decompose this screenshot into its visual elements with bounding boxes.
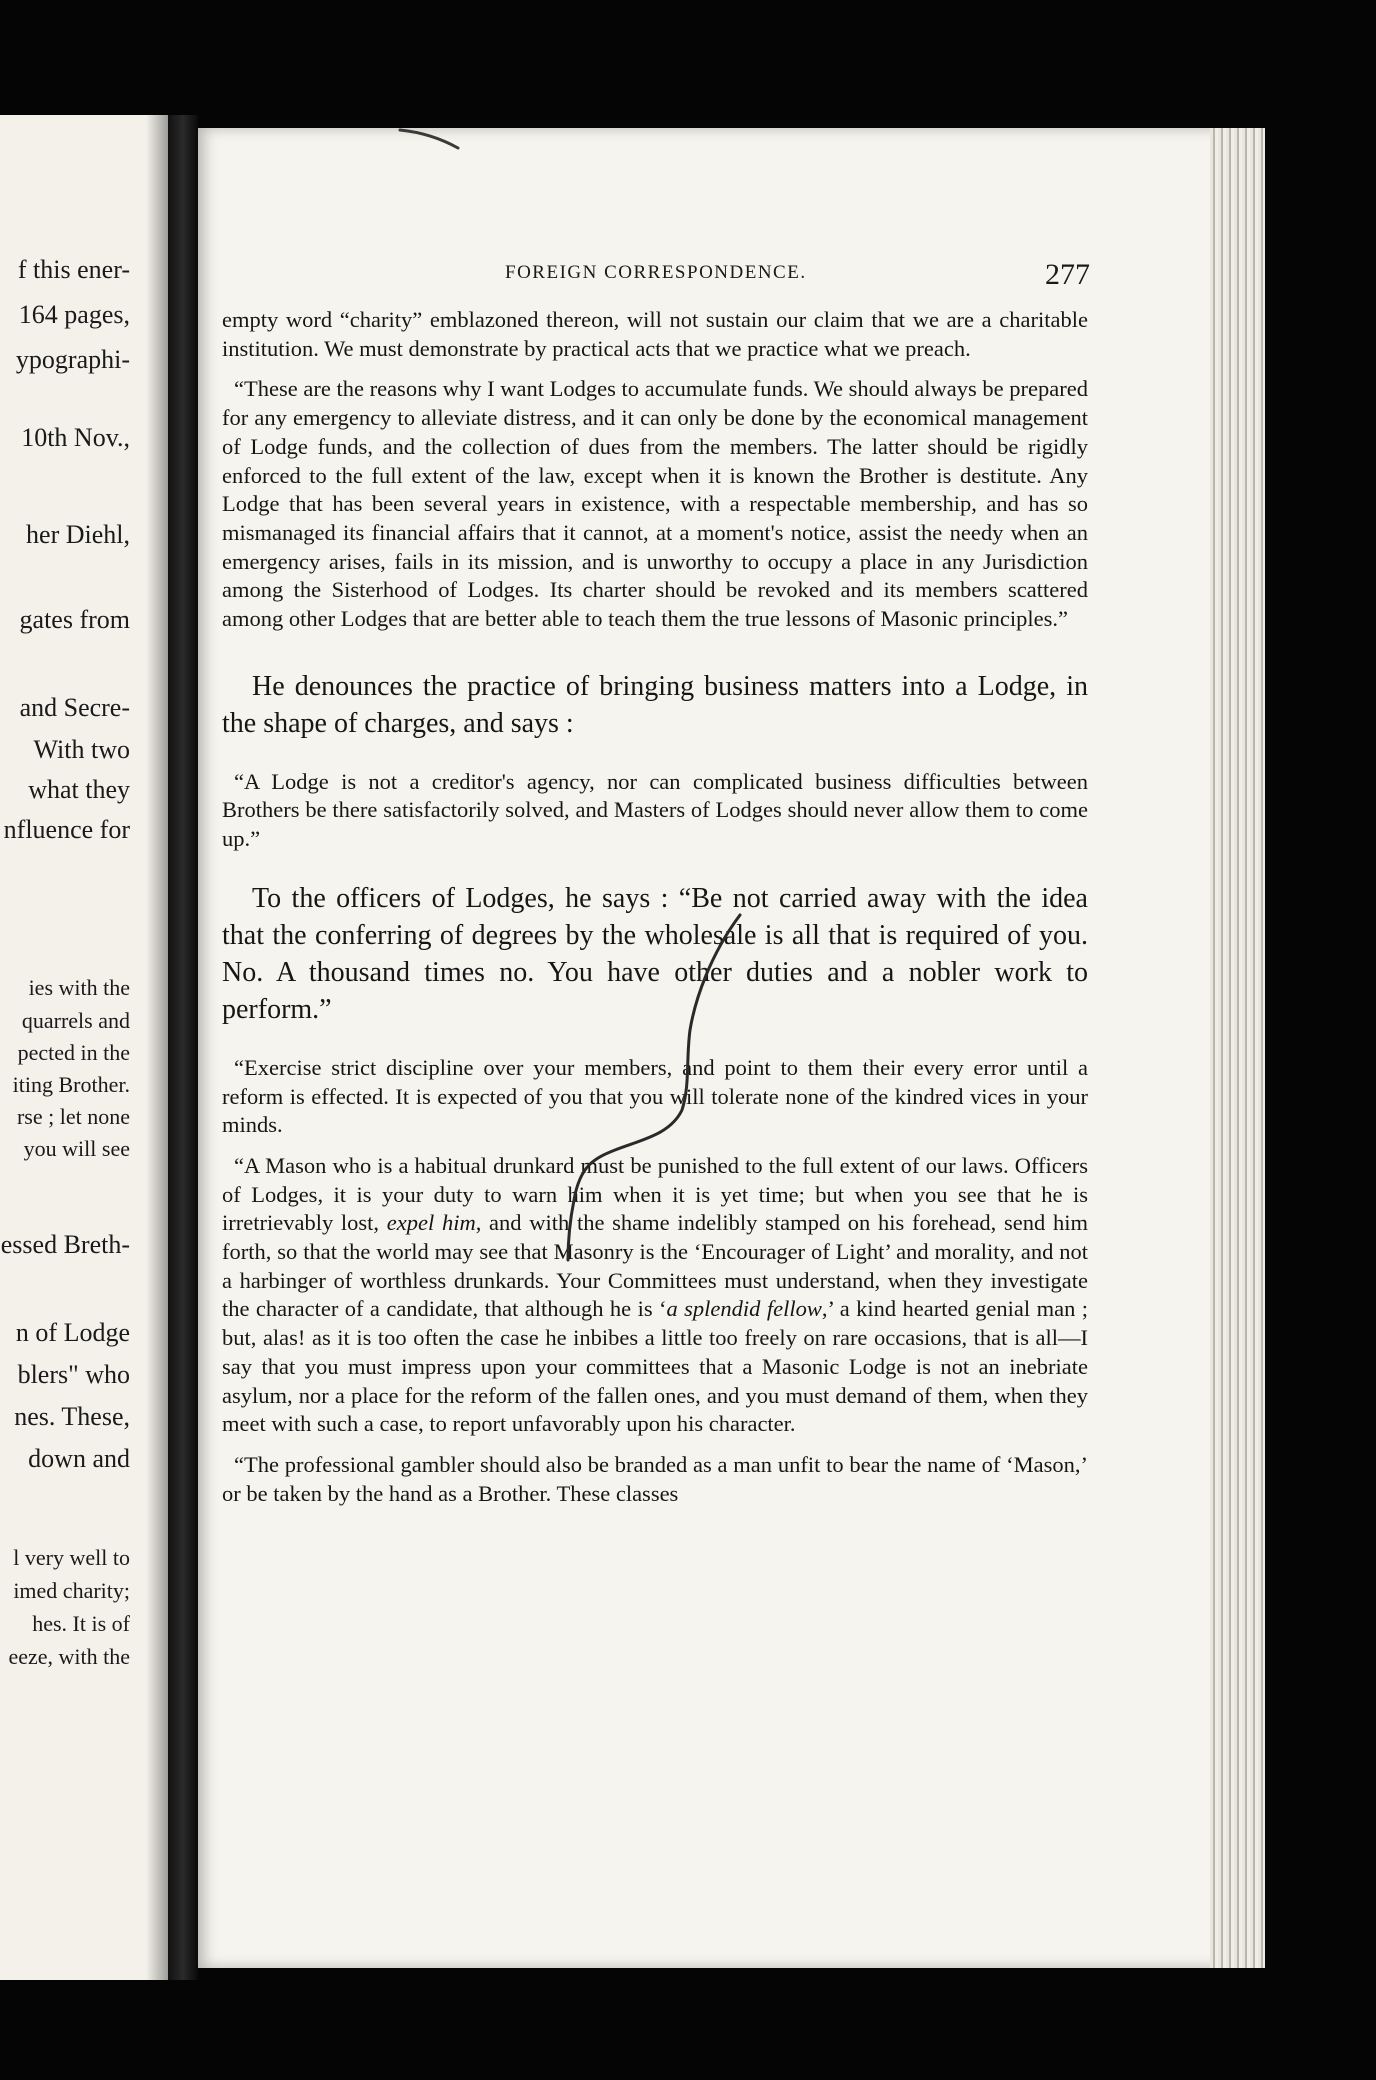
page-number: 277 (1045, 258, 1090, 291)
facing-page-fragment: imed charity; (13, 1578, 130, 1603)
facing-page-fragment: With two (33, 735, 130, 764)
paragraph-4: “A Lodge is not a creditor's agency, nor can complicated business difficulties between Brothers be there satisfactorily solved, and Masters of Lodges should never allow them to come up.” (222, 768, 1088, 852)
facing-page-fragment: f this ener- (17, 255, 130, 284)
facing-page-fragment: l very well to (13, 1545, 130, 1570)
facing-page-left (0, 115, 168, 1980)
facing-page-fragment: 10th Nov., (21, 423, 130, 452)
page-text (222, 306, 1088, 1508)
facing-page-fragment: gates from (19, 605, 130, 634)
facing-page-fragment: and Secre- (19, 693, 130, 722)
facing-page-fragment: quarrels and (21, 1008, 130, 1033)
facing-page-fragment: her Diehl, (26, 520, 130, 549)
facing-page-fragment: iting Brother. (12, 1072, 130, 1097)
facing-page-fragment: eeze, with the (8, 1644, 130, 1669)
facing-page-fragment: down and (28, 1444, 130, 1473)
gutter-shadow (146, 115, 168, 1980)
paragraph-1: empty word “charity” emblazoned thereon, will not sustain our claim that we are a charitable institution. We must demonstrate by practical acts that we practice what we preach. (222, 307, 1088, 361)
facing-page-fragment: 164 pages, (18, 300, 130, 329)
paragraph-6: “Exercise strict discipline over your members, and point to them their every error until a reform is effected. It is expected of you that you will tolerate none of the kindred vices in your minds. (222, 1054, 1088, 1138)
emphasis-expel-him: expel him (386, 1210, 476, 1236)
facing-page-fragment: you will see (23, 1136, 130, 1161)
facing-page-fragment: pected in the (17, 1040, 130, 1065)
facing-page-fragment: what they (28, 775, 130, 804)
paragraph-7-part-1: “A Mason who is a habitual drunkard must be punished to the full extent of our laws. Officers of Lodges, it is your duty to warn him when it is yet time; but when you see that he is irretrievably lost, (222, 1152, 1088, 1236)
book-spine (168, 115, 198, 1980)
facing-page-fragment: hes. It is of (32, 1611, 130, 1636)
facing-page-fragment: nfluence for (3, 815, 130, 844)
running-head: FOREIGN CORRESPONDENCE. (505, 262, 807, 283)
facing-page-fragment: ypographi- (15, 345, 130, 374)
paragraph-7 (222, 1152, 1088, 1439)
facing-page-fragment: essed Breth- (0, 1230, 130, 1259)
paragraph-3: He denounces the practice of bringing business matters into a Lodge, in the shape of charges, and says : (222, 670, 1088, 739)
paragraph-8: “The professional gambler should also be branded as a man unfit to bear the name of ‘Mason,’ or be taken by the hand as a Brother. These classes (222, 1451, 1088, 1506)
emphasis-splendid-fellow: a splendid fellow (666, 1296, 822, 1322)
facing-page-fragment: rse ; let none (16, 1104, 130, 1129)
facing-page-fragment: blers" who (17, 1360, 130, 1389)
facing-page-fragment: nes. These, (14, 1402, 130, 1431)
facing-page-fragment: ies with the (28, 975, 130, 1000)
paragraph-7-part-2: , and with the shame indelibly stamped on his forehead, send him forth, so that the world may see that Masonry is the ‘Encourager of Light’ and morality, and not a harbinger of worthless drunkards. Your Committees must understand, when they investigate the character of a candidate, that although he is ‘ (222, 1210, 1088, 1322)
paragraph-2: “These are the reasons why I want Lodges to accumulate funds. We should always be prepared for any emergency to alleviate distress, and it can only be done by the economical management of Lodge funds, and the collection of dues from the members. The latter should be rigidly enforced to the full extent of the law, except when it is known the Brother is destitute. Any Lodge that has been several years in existence, with a respectable membership, and has so mismanaged its financial affairs that it cannot, at a moment's notice, assist the needy when an emergency arises, fails in its mission, and is unworthy to occupy a place in any Jurisdiction among the Sisterhood of Lodges. Its charter should be revoked and its members scattered among other Lodges that are better able to teach them the true lessons of Masonic principles.” (222, 376, 1088, 632)
page-edges (1210, 128, 1265, 1968)
facing-page-fragment: n of Lodge (15, 1318, 130, 1347)
paragraph-5: To the officers of Lodges, he says : “Be not carried away with the idea that the conferring of degrees by the wholesale is all that is required of you. No. A thousand times no. You have other duties and a nobler work to perform.” (222, 882, 1088, 1025)
paragraph-7-part-3: ,’ a kind hearted genial man ; but, alas! as it is too often the case he inbibes a little too freely on rare occasions, that is all—I say that you must impress upon your committees that a Masonic Lodge is not an inebriate asylum, nor a place for the reform of the fallen ones, and you must demand of them, when they meet with such a case, to report unfavorably upon his character. (222, 1296, 1088, 1437)
